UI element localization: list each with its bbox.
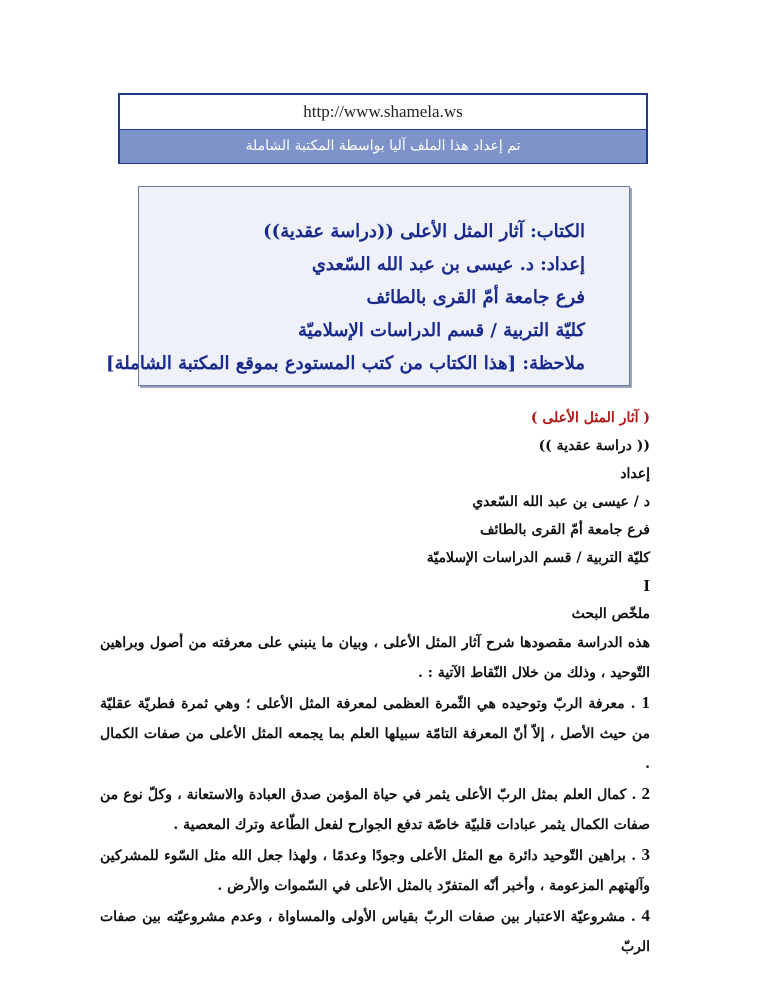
summary-text [100,628,650,962]
intro-paragraph: هذه الدراسة مقصودها شرح آثار المثل الأعلى ، وبيان ما ينبني على معرفته من أصول وبراهين التّوحيد ، وذلك من خلال النّقاط الآتية : . [100,635,650,681]
document-subtitle: (( دراسة عقدية )) [538,438,650,454]
university-branch: فرع جامعة أمّ القرى بالطائف [480,522,650,538]
college-line: كليّة التربية / قسم الدراسات الإسلاميّة [297,320,585,341]
note-line: ملاحظة: [هذا الكتاب من كتب المستودع بموقع المكتبة الشاملة] [106,353,585,374]
author-line: إعداد: د. عيسى بن عبد الله السّعدي [311,254,585,275]
point-text: . براهين التّوحيد دائرة مع المثل الأعلى وجودًا وعدمًا ، ولهذا جعل الله مثل السّوء للمشركين وآلهتهم المزعومة ، وأخبر أنّه المتفرّد بالمثل الأعلى في السّموات والأرض . [100,848,650,894]
summary-heading: ملخّص البحث [571,606,650,622]
point-number: 2 [641,784,651,803]
book-info-box [106,186,630,386]
point-1 [100,688,650,779]
shamela-banner: تم إعداد هذا الملف آليا بواسطة المكتبة الشاملة [120,130,646,163]
point-number: 4 [641,906,650,925]
document-title: ( آثار المثل الأعلى ) [530,410,650,426]
site-url[interactable]: http://www.shamela.ws [120,95,646,130]
point-2 [100,779,650,840]
point-number: 3 [641,845,651,864]
point-4 [100,901,650,962]
college-department: كليّة التربية / قسم الدراسات الإسلاميّة [426,550,650,566]
point-text: . كمال العلم بمثل الربّ الأعلى يثمر في حياة المؤمن صدق العبادة والاستعانة ، وكلّ نوع من صفات الكمال يثمر عبادات قلبيّة خاصّة تدفع الجوارح لفعل الطّاعة وترك المعصية . [100,787,650,833]
header-box [118,93,648,164]
branch-line: فرع جامعة أمّ القرى بالطائف [366,287,585,308]
prepared-label: إعداد [620,466,650,482]
point-number: 1 [641,693,650,712]
document-body [100,404,650,962]
book-title-line: الكتاب: آثار المثل الأعلى ((دراسة عقدية)) [263,221,585,242]
section-numeral: I [643,576,650,595]
point-text: . مشروعيّة الاعتبار بين صفات الربّ بقياس الأولى والمساواة ، وعدم مشروعيّته بين صفات الربّ [100,909,650,955]
point-3 [100,840,650,901]
point-text: . معرفة الربّ وتوحيده هي الثّمرة العظمى لمعرفة المثل الأعلى ؛ وهي ثمرة فطريّة عقليّة من حيث الأصل ، إلاّ أنّ المعرفة التامّة سبيلها العلم بما يجمعه المثل الأعلى من صفات الكمال . [100,696,650,772]
author-name: د / عيسى بن عبد الله السّعدي [472,494,650,510]
